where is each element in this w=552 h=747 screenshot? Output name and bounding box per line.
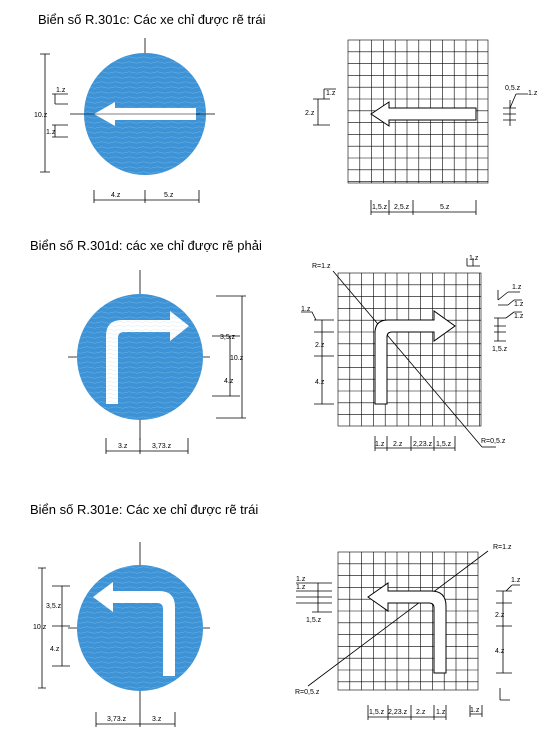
grid3-diagonal — [308, 551, 488, 686]
svg-text:2,23.z: 2,23.z — [388, 709, 408, 716]
svg-text:R=1.z: R=1.z — [312, 263, 331, 270]
svg-text:1.z: 1.z — [514, 313, 524, 320]
dim-right: 5.z — [164, 192, 174, 199]
svg-text:1,5.z: 1,5.z — [369, 709, 385, 716]
grid1-dimensions — [305, 85, 538, 215]
grid-r301d — [333, 271, 482, 447]
svg-text:10.z: 10.z — [33, 624, 47, 631]
grid3-arrow-outline — [368, 583, 446, 673]
svg-text:1.z: 1.z — [436, 709, 446, 716]
svg-text:1.z: 1.z — [512, 284, 522, 291]
grid-r301c — [348, 40, 488, 183]
svg-text:1,5.z: 1,5.z — [372, 204, 388, 211]
svg-text:2.z: 2.z — [495, 612, 505, 619]
svg-text:3.z: 3.z — [152, 716, 162, 723]
svg-text:2,23.z: 2,23.z — [413, 441, 433, 448]
svg-text:5.z: 5.z — [440, 204, 450, 211]
grid-r301e — [308, 551, 488, 690]
svg-text:1,5.z: 1,5.z — [436, 441, 452, 448]
svg-text:1.z: 1.z — [511, 577, 521, 584]
svg-text:1.z: 1.z — [326, 90, 336, 97]
svg-text:4.z: 4.z — [495, 648, 505, 655]
svg-text:R=1.z: R=1.z — [493, 544, 512, 551]
dim-left: 4.z — [111, 192, 121, 199]
svg-text:3.z: 3.z — [118, 443, 128, 450]
svg-text:1.z: 1.z — [528, 90, 538, 97]
svg-text:R=0,5.z: R=0,5.z — [481, 438, 506, 445]
dim-bottom: 1.z — [46, 129, 56, 136]
dim-top: 1.z — [56, 87, 66, 94]
svg-text:4.z: 4.z — [315, 379, 325, 386]
sign-r301e — [68, 542, 210, 712]
grid2-diagonal — [333, 271, 482, 447]
svg-text:1,5.z: 1,5.z — [306, 617, 322, 624]
svg-text:2.z: 2.z — [416, 709, 426, 716]
grid3-dimensions — [295, 544, 521, 720]
svg-text:1,5.z: 1,5.z — [492, 346, 508, 353]
sign-r301d — [68, 270, 210, 440]
svg-text:3,5.z: 3,5.z — [46, 603, 62, 610]
grid2-arrow-outline — [375, 311, 455, 404]
section-2-title: Biển số R.301d: các xe chỉ được rẽ phải — [30, 238, 262, 253]
dim-total: 10.z — [34, 112, 48, 119]
svg-text:4.z: 4.z — [224, 378, 234, 385]
svg-text:3,73.z: 3,73.z — [107, 716, 127, 723]
svg-text:0,5.z: 0,5.z — [505, 85, 521, 92]
svg-text:1.z: 1.z — [470, 707, 480, 714]
svg-text:1.z: 1.z — [296, 576, 306, 583]
sign-r301c — [70, 38, 215, 175]
svg-text:1.z: 1.z — [514, 301, 524, 308]
grid2-dimensions — [301, 255, 524, 451]
section-1-title: Biển số R.301c: Các xe chỉ được rẽ trái — [38, 12, 266, 27]
svg-text:3,73.z: 3,73.z — [152, 443, 172, 450]
svg-text:2,5.z: 2,5.z — [394, 204, 410, 211]
svg-text:3,5.z: 3,5.z — [220, 334, 236, 341]
svg-text:1.z: 1.z — [375, 441, 385, 448]
svg-text:1.z: 1.z — [469, 255, 479, 262]
svg-text:1.z: 1.z — [301, 306, 311, 313]
svg-text:2.z: 2.z — [315, 342, 325, 349]
svg-text:R=0,5.z: R=0,5.z — [295, 689, 320, 696]
svg-text:10.z: 10.z — [230, 355, 244, 362]
section-3-title: Biển số R.301e: Các xe chỉ được rẽ trái — [30, 502, 259, 517]
svg-text:4.z: 4.z — [50, 646, 60, 653]
svg-text:2.z: 2.z — [305, 110, 315, 117]
svg-text:2.z: 2.z — [393, 441, 403, 448]
svg-text:1.z: 1.z — [296, 584, 306, 591]
